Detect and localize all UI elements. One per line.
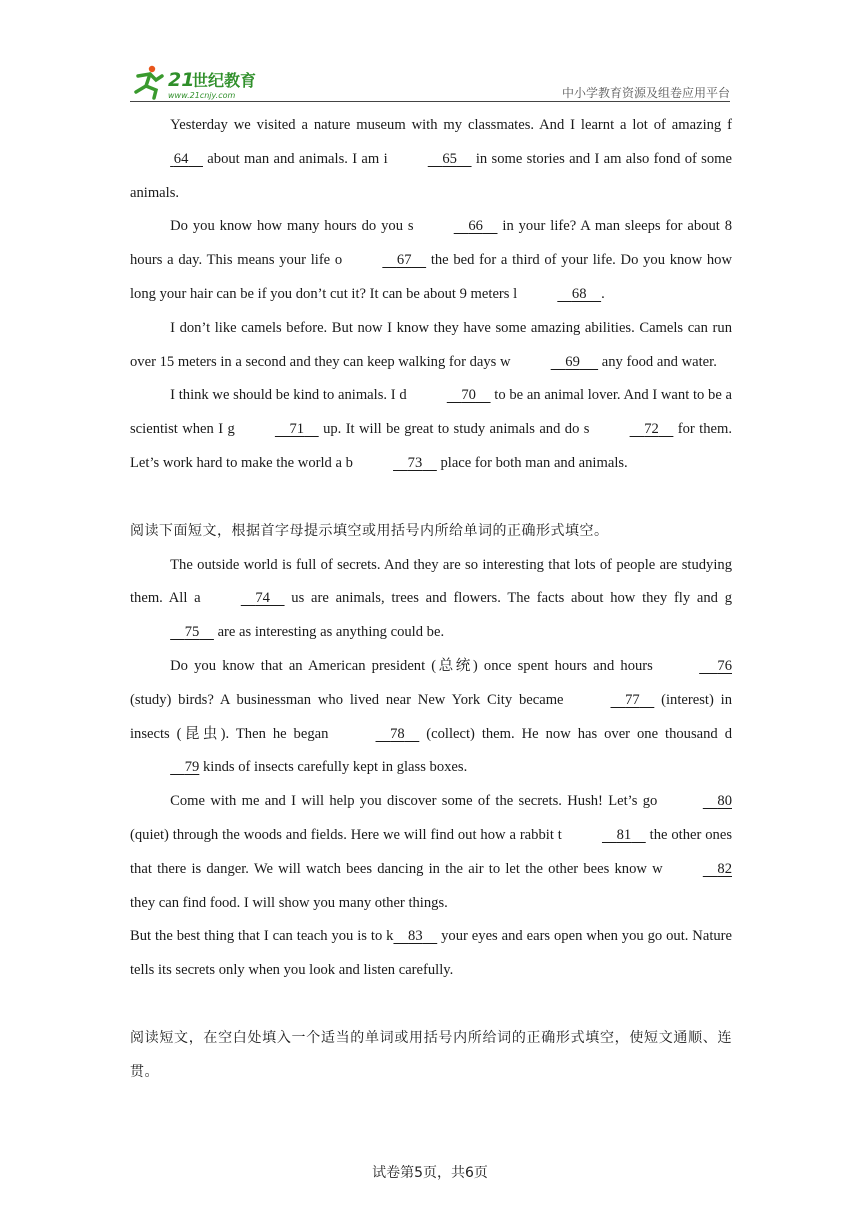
svg-text:21: 21 [168, 69, 195, 91]
passage2-paragraph: The outside world is full of secrets. And they are so interesting that lots of people are studying them. All a 74 us are animals, trees and flowers. The facts about how they fly and g 75 are as interesting as anything could be. [130, 549, 732, 650]
blank-74[interactable]: 74 [255, 590, 270, 607]
blank-70[interactable]: 70 [461, 387, 476, 404]
site-logo [130, 62, 270, 102]
passage2-paragraph: But the best thing that I can teach you is to k 83 your eyes and ears open when you go out. Nature tells its secrets only when you look and listen carefully. [130, 920, 732, 988]
passage1-paragraph: Yesterday we visited a nature museum with my classmates. And I learnt a lot of amazing f 64 about man and animals. I am i 65 in some stories and I am also fond of some animals. [130, 117, 732, 201]
svg-text:世纪教育: 世纪教育 [192, 71, 257, 90]
passage1-paragraph: Do you know how many hours do you s 66 in your life? A man sleeps for about 8 hours a day. This means your life o 67 the bed for a third of your life. Do you know how long your hair can be if you don’t cut it? It can be about 9 meters l 68 . [130, 210, 732, 311]
blank-82[interactable]: 82 [717, 860, 732, 877]
section-spacer [130, 988, 732, 1022]
page-footer: 试卷第5页，共6页 [372, 1165, 488, 1181]
blank-68[interactable]: 68 [571, 285, 587, 302]
exam-content [130, 109, 732, 1090]
blank-72[interactable]: 72 [644, 421, 659, 438]
instruction-2: 阅读下面短文，根据首字母提示填空或用括号内所给单词的正确形式填空。 [130, 522, 609, 539]
header-platform-text: 中小学教育资源及组卷应用平台 [561, 86, 730, 100]
blank-79[interactable]: 79 [184, 759, 200, 776]
blank-64[interactable]: 64 [173, 150, 189, 167]
passage1-paragraph: I don’t like camels before. But now I know they have some amazing abilities. Camels can run over 15 meters in a second and they can keep walking for days w 69 any food and water. [130, 312, 732, 380]
blank-73[interactable]: 73 [407, 454, 423, 471]
passage1-paragraph: I think we should be kind to animals. I d 70 to be an animal lover. And I want to be a scientist when I g 71 up. It will be great to study animals and do s 72 for them. Let’s work hard to make the world a b 73 place for both man and animals. [130, 379, 732, 480]
blank-81[interactable]: 81 [616, 826, 632, 843]
blank-69[interactable]: 69 [565, 353, 580, 370]
blank-80[interactable]: 80 [717, 793, 732, 810]
blank-65[interactable]: 65 [442, 150, 457, 167]
blank-67[interactable]: 67 [396, 252, 412, 269]
passage2-paragraph: Come with me and I will help you discover some of the secrets. Hush! Let’s go 80 (quiet) through the woods and fields. Here we will find out how a rabbit t 81 the other ones that there is danger. We will watch bees dancing in the air to let the other bees know w 82 they can find food. I will show you many other things. [130, 785, 732, 920]
header-divider [130, 101, 730, 102]
runner-logo-icon [130, 62, 270, 102]
blank-75[interactable]: 75 [184, 624, 200, 641]
svg-text:www.21cnjy.com: www.21cnjy.com [168, 91, 236, 100]
blank-83[interactable]: 83 [408, 928, 423, 945]
blank-66[interactable]: 66 [468, 218, 483, 235]
page-header [130, 58, 730, 104]
blank-71[interactable]: 71 [289, 421, 305, 438]
section-spacer [130, 481, 732, 515]
instruction-3: 阅读短文，在空白处填入一个适当的单词或用括号内所给词的正确形式填空，使短文通顺、连贯。 [130, 1029, 732, 1080]
passage2-paragraph: Do you know that an American president (总统) once spent hours and hours 76 (study) birds? A businessman who lived near New York City became 77 (interest) in insects (昆虫). Then he began 78 (collect) them. He now has over one thousand d 79 kinds of insects carefully kept in glass boxes. [130, 650, 732, 785]
blank-76[interactable]: 76 [717, 657, 732, 674]
blank-78[interactable]: 78 [390, 725, 405, 742]
blank-77[interactable]: 77 [625, 691, 640, 708]
